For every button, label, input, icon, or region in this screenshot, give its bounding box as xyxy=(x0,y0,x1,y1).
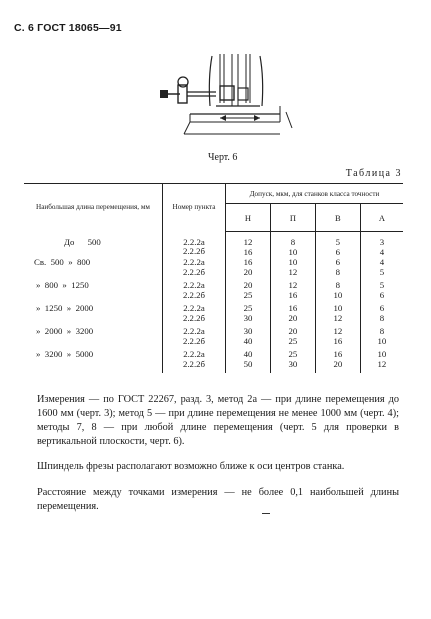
tolerance-cell xyxy=(270,281,315,304)
row-items xyxy=(163,327,226,350)
item-number: 2.2.2б xyxy=(182,246,206,257)
item-number: 2.2.2а xyxy=(183,303,205,313)
tolerance-cell xyxy=(360,258,403,281)
item-number: 2.2.2а xyxy=(183,280,205,290)
tolerance-value: 25 xyxy=(288,335,298,346)
tolerance-cell xyxy=(360,350,403,373)
table-row xyxy=(24,281,403,304)
range-text: » 2000 » 3200 xyxy=(36,326,94,336)
tolerance-value: 3 xyxy=(379,237,385,247)
tolerance-cell xyxy=(270,327,315,350)
tolerance-value: 8 xyxy=(290,237,296,247)
tolerance-cell xyxy=(270,304,315,327)
tolerance-value: 40 xyxy=(243,349,253,359)
tolerance-value: 8 xyxy=(379,326,385,336)
tolerance-value: 10 xyxy=(288,257,298,267)
range-text: » 800 » 1250 xyxy=(36,280,89,290)
tolerance-value: 5 xyxy=(379,266,385,277)
item-number: 2.2.2а xyxy=(183,257,205,267)
item-number: 2.2.2б xyxy=(182,266,206,277)
paragraph-spindle: Шпиндель фрезы располагают возможно ближе к оси центров станка. xyxy=(37,461,345,472)
tolerance-value: 16 xyxy=(243,257,253,267)
tolerance-cell xyxy=(315,350,360,373)
tolerance-cell xyxy=(315,232,360,259)
tolerance-value: 6 xyxy=(379,289,385,300)
page-header: С. 6 ГОСТ 18065—91 xyxy=(14,22,122,34)
table-title: Таблица 3 xyxy=(345,168,402,179)
tolerance-value: 16 xyxy=(288,289,298,300)
header-tolerance-group: Допуск, мкм, для станков класса точности xyxy=(226,184,404,204)
row-items xyxy=(163,350,226,373)
tolerance-value: 10 xyxy=(377,349,387,359)
tolerance-value: 10 xyxy=(377,335,387,346)
tolerance-value: 30 xyxy=(243,312,253,323)
tolerance-cell xyxy=(226,350,271,373)
tolerance-value: 12 xyxy=(377,358,387,369)
tolerance-value: 8 xyxy=(379,312,385,323)
header-class-v: В xyxy=(315,204,360,232)
tolerance-value: 5 xyxy=(379,280,385,290)
row-range xyxy=(24,232,163,259)
measurement-setup-drawing xyxy=(150,48,310,148)
tolerance-cell xyxy=(226,258,271,281)
row-items xyxy=(163,232,226,259)
row-items xyxy=(163,258,226,281)
tolerance-cell xyxy=(315,281,360,304)
range-text: Св. 500 » 800 xyxy=(34,257,91,267)
tolerance-value: 20 xyxy=(243,280,253,290)
tolerance-cell xyxy=(270,232,315,259)
tolerance-value: 20 xyxy=(288,312,298,323)
item-number: 2.2.2б xyxy=(182,335,206,346)
range-text: » 1250 » 2000 xyxy=(36,303,94,313)
tolerance-value: 6 xyxy=(335,246,341,257)
tolerance-value: 20 xyxy=(333,358,343,369)
tolerance-cell xyxy=(315,258,360,281)
tolerance-value: 8 xyxy=(335,266,341,277)
header-length: Наибольшая длина перемещения, мм xyxy=(24,184,163,232)
tolerance-value: 25 xyxy=(243,289,253,300)
tolerance-value: 50 xyxy=(243,358,253,369)
tolerance-value: 20 xyxy=(243,266,253,277)
tolerance-value: 25 xyxy=(288,349,298,359)
paragraph-distance: Расстояние между точками измерения — не более 0,1 наибольшей длины перемещения. xyxy=(37,487,399,512)
tolerance-value: 16 xyxy=(333,349,343,359)
tolerance-value: 10 xyxy=(333,303,343,313)
tolerance-cell xyxy=(360,304,403,327)
header-class-a: А xyxy=(360,204,403,232)
header-class-h: Н xyxy=(226,204,271,232)
figure-caption: Черт. 6 xyxy=(208,152,238,163)
row-range xyxy=(24,327,163,350)
tolerance-value: 12 xyxy=(333,326,343,336)
tolerance-cell xyxy=(226,281,271,304)
header-class-p: П xyxy=(270,204,315,232)
tolerance-cell xyxy=(270,350,315,373)
table-row xyxy=(24,304,403,327)
row-range xyxy=(24,258,163,281)
tolerance-value: 6 xyxy=(335,257,341,267)
tolerance-value: 25 xyxy=(243,303,253,313)
range-text: До 500 xyxy=(64,236,101,247)
row-range xyxy=(24,304,163,327)
row-items xyxy=(163,304,226,327)
tolerance-cell xyxy=(226,304,271,327)
item-number: 2.2.2а xyxy=(183,326,205,336)
tolerance-cell xyxy=(270,258,315,281)
tolerance-value: 12 xyxy=(333,312,343,323)
tolerance-value: 5 xyxy=(335,237,341,247)
tolerance-value: 12 xyxy=(288,266,298,277)
row-range xyxy=(24,350,163,373)
tolerance-value: 16 xyxy=(288,303,298,313)
tolerance-value: 12 xyxy=(288,280,298,290)
item-number: 2.2.2б xyxy=(182,312,206,323)
tolerance-value: 4 xyxy=(379,257,385,267)
tolerance-value: 12 xyxy=(243,237,253,247)
tolerance-cell xyxy=(315,304,360,327)
end-dash xyxy=(262,513,270,514)
tolerance-value: 4 xyxy=(379,246,385,257)
item-number: 2.2.2б xyxy=(182,358,206,369)
tolerance-value: 10 xyxy=(333,289,343,300)
tolerance-value: 16 xyxy=(333,335,343,346)
tolerance-cell xyxy=(360,327,403,350)
item-number: 2.2.2а xyxy=(183,349,205,359)
tolerance-table xyxy=(24,183,403,373)
row-range xyxy=(24,281,163,304)
tolerance-cell xyxy=(315,327,360,350)
table-row xyxy=(24,350,403,373)
tolerance-cell xyxy=(226,327,271,350)
tolerance-value: 8 xyxy=(335,280,341,290)
tolerance-value: 10 xyxy=(288,246,298,257)
header-item: Номер пункта xyxy=(163,184,226,232)
tolerance-value: 30 xyxy=(243,326,253,336)
tolerance-cell xyxy=(226,232,271,259)
item-number: 2.2.2б xyxy=(182,289,206,300)
range-text: » 3200 » 5000 xyxy=(36,349,94,359)
tolerance-cell xyxy=(360,281,403,304)
tolerance-value: 30 xyxy=(288,358,298,369)
item-number: 2.2.2а xyxy=(183,236,205,247)
tolerance-value: 6 xyxy=(379,303,385,313)
tolerance-value: 40 xyxy=(243,335,253,346)
table-row xyxy=(24,327,403,350)
tolerance-cell xyxy=(360,232,403,259)
row-items xyxy=(163,281,226,304)
table-row xyxy=(24,232,403,259)
tolerance-value: 20 xyxy=(288,326,298,336)
tolerance-value: 16 xyxy=(243,246,253,257)
table-row xyxy=(24,258,403,281)
paragraph-measurement: Измерения — по ГОСТ 22267, разд. 3, метод 2а — при длине перемещения до 1600 мм (черт. 3); метод 5 — при длине перемещения не менее 1000 мм (черт. 4); методы 7, 8 — при любой длине перемещения (черт. 5 для проверки в вертикальной плоскости, черт. 6). xyxy=(37,394,399,447)
